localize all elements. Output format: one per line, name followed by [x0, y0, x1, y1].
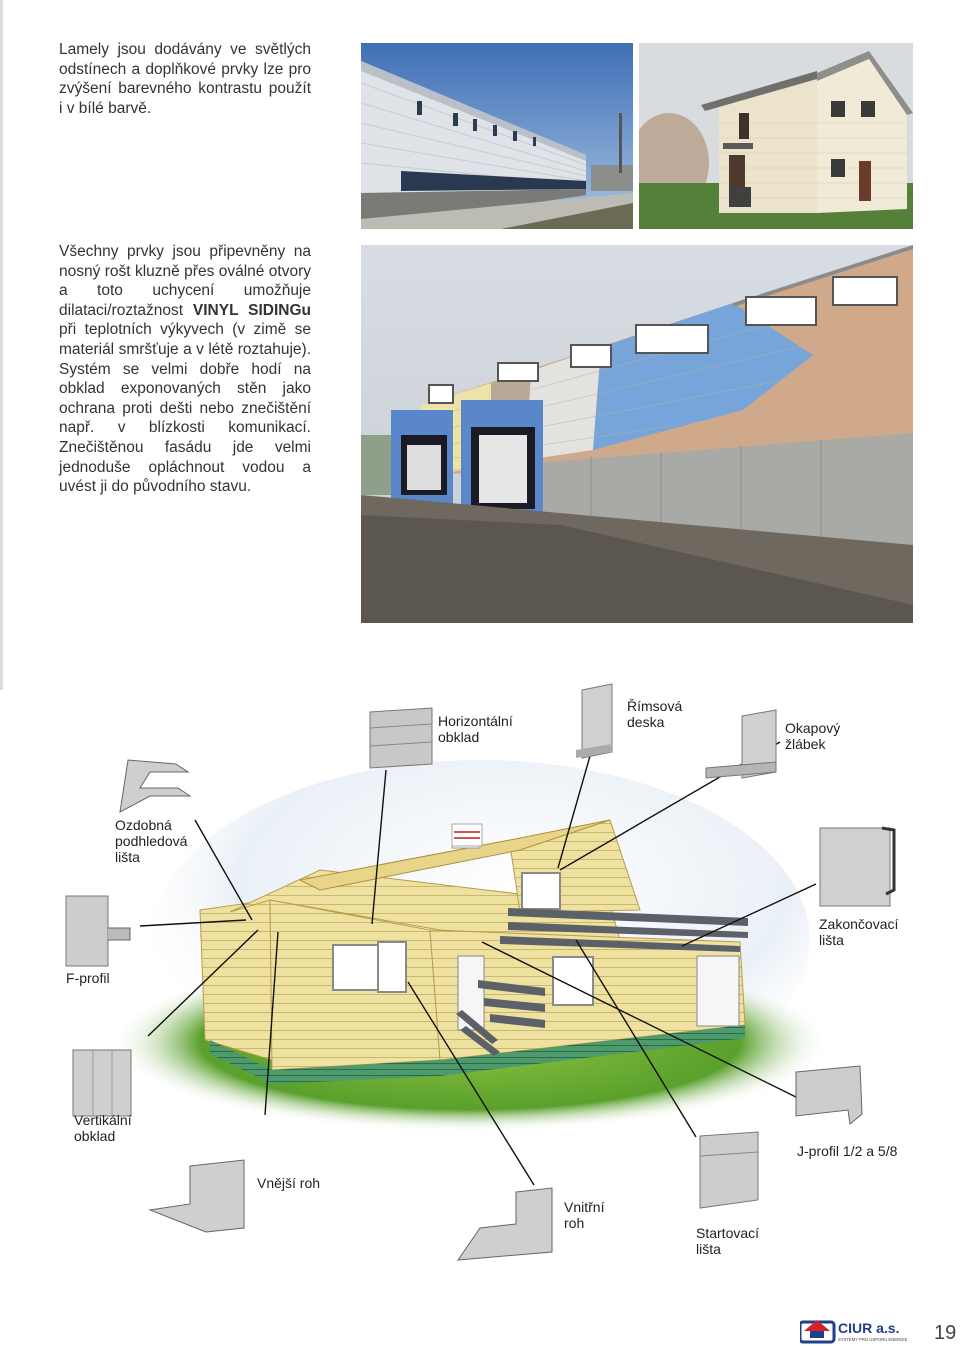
ciur-logo: [800, 1318, 910, 1344]
logo-tagline: SYSTÉMY PRO ÚSPORU ENERGIE: [838, 1337, 908, 1342]
vertikalni-thumb: [73, 1050, 131, 1116]
rimsova-thumb: [576, 684, 612, 758]
body-text-end: při teplotních výkyvech (v zimě se materiál smršťuje a v létě roztahuje). Systém se velmi dobře hodí na obklad exponovaných stěn jako ochrana proti dešti nebo znečištění např. v blízkosti komunikací. Znečištěnou fasádu jde velmi jednoduše opláchnout vodou a uvést ji do původního stavu.: [59, 321, 311, 496]
photo-cream-house: [639, 43, 913, 229]
horizontal-siding-thumb: [370, 708, 432, 768]
label-vertical-siding: Vertikální obklad: [74, 1112, 132, 1144]
body-text-start: Všechny prvky jsou připevněny na nosný rošt kluzně přes oválné otvory a toto uchycení umožňuje dilataci/roztažnost: [59, 243, 311, 319]
intro-paragraph: Lamely jsou dodávány ve světlých odstínech a doplňkové prvky lze pro zvýšení barevného kontrastu použít i v bílé barvě.: [59, 41, 311, 117]
label-rimsova-deska: Římsová deska: [627, 698, 683, 730]
vnejsi-roh-thumb: [150, 1160, 244, 1232]
startovaci-thumb: [700, 1132, 758, 1208]
logo-name: CIUR a.s.: [838, 1320, 900, 1336]
fprofil-thumb: [66, 896, 130, 966]
label-zakoncovaci-lista: Zakončovací lišta: [819, 916, 899, 948]
label-horizontal-siding: Horizontální obklad: [438, 713, 513, 745]
photo-industrial-hall: [361, 245, 913, 623]
okapovy-thumb: [706, 710, 776, 778]
label-vnitrni-roh: Vnitřní roh: [564, 1199, 605, 1231]
page-edge-rule: [0, 0, 3, 690]
zakoncovaci-thumb: [820, 828, 894, 906]
body-paragraph: [59, 242, 311, 497]
label-startovaci-lista: Startovací lišta: [696, 1225, 760, 1257]
label-ozdobna-lista: Ozdobná podhledová lišta: [115, 817, 188, 865]
vnitrni-roh-thumb: [458, 1188, 552, 1260]
photo-white-building: [361, 43, 633, 229]
ozdobna-thumb: [120, 760, 190, 812]
label-okapovy-zlabek: Okapový žlábek: [785, 720, 841, 752]
house-components-diagram: [0, 680, 960, 1280]
jprofil-thumb: [796, 1066, 862, 1124]
label-f-profil: F-profil: [66, 970, 110, 986]
page-number: 19: [934, 1322, 957, 1344]
chimney: [452, 824, 482, 846]
label-j-profil: J-profil 1/2 a 5/8: [797, 1143, 898, 1159]
label-vnejsi-roh: Vnější roh: [257, 1175, 321, 1191]
body-text-bold: VINYL SIDINGu: [192, 301, 311, 319]
